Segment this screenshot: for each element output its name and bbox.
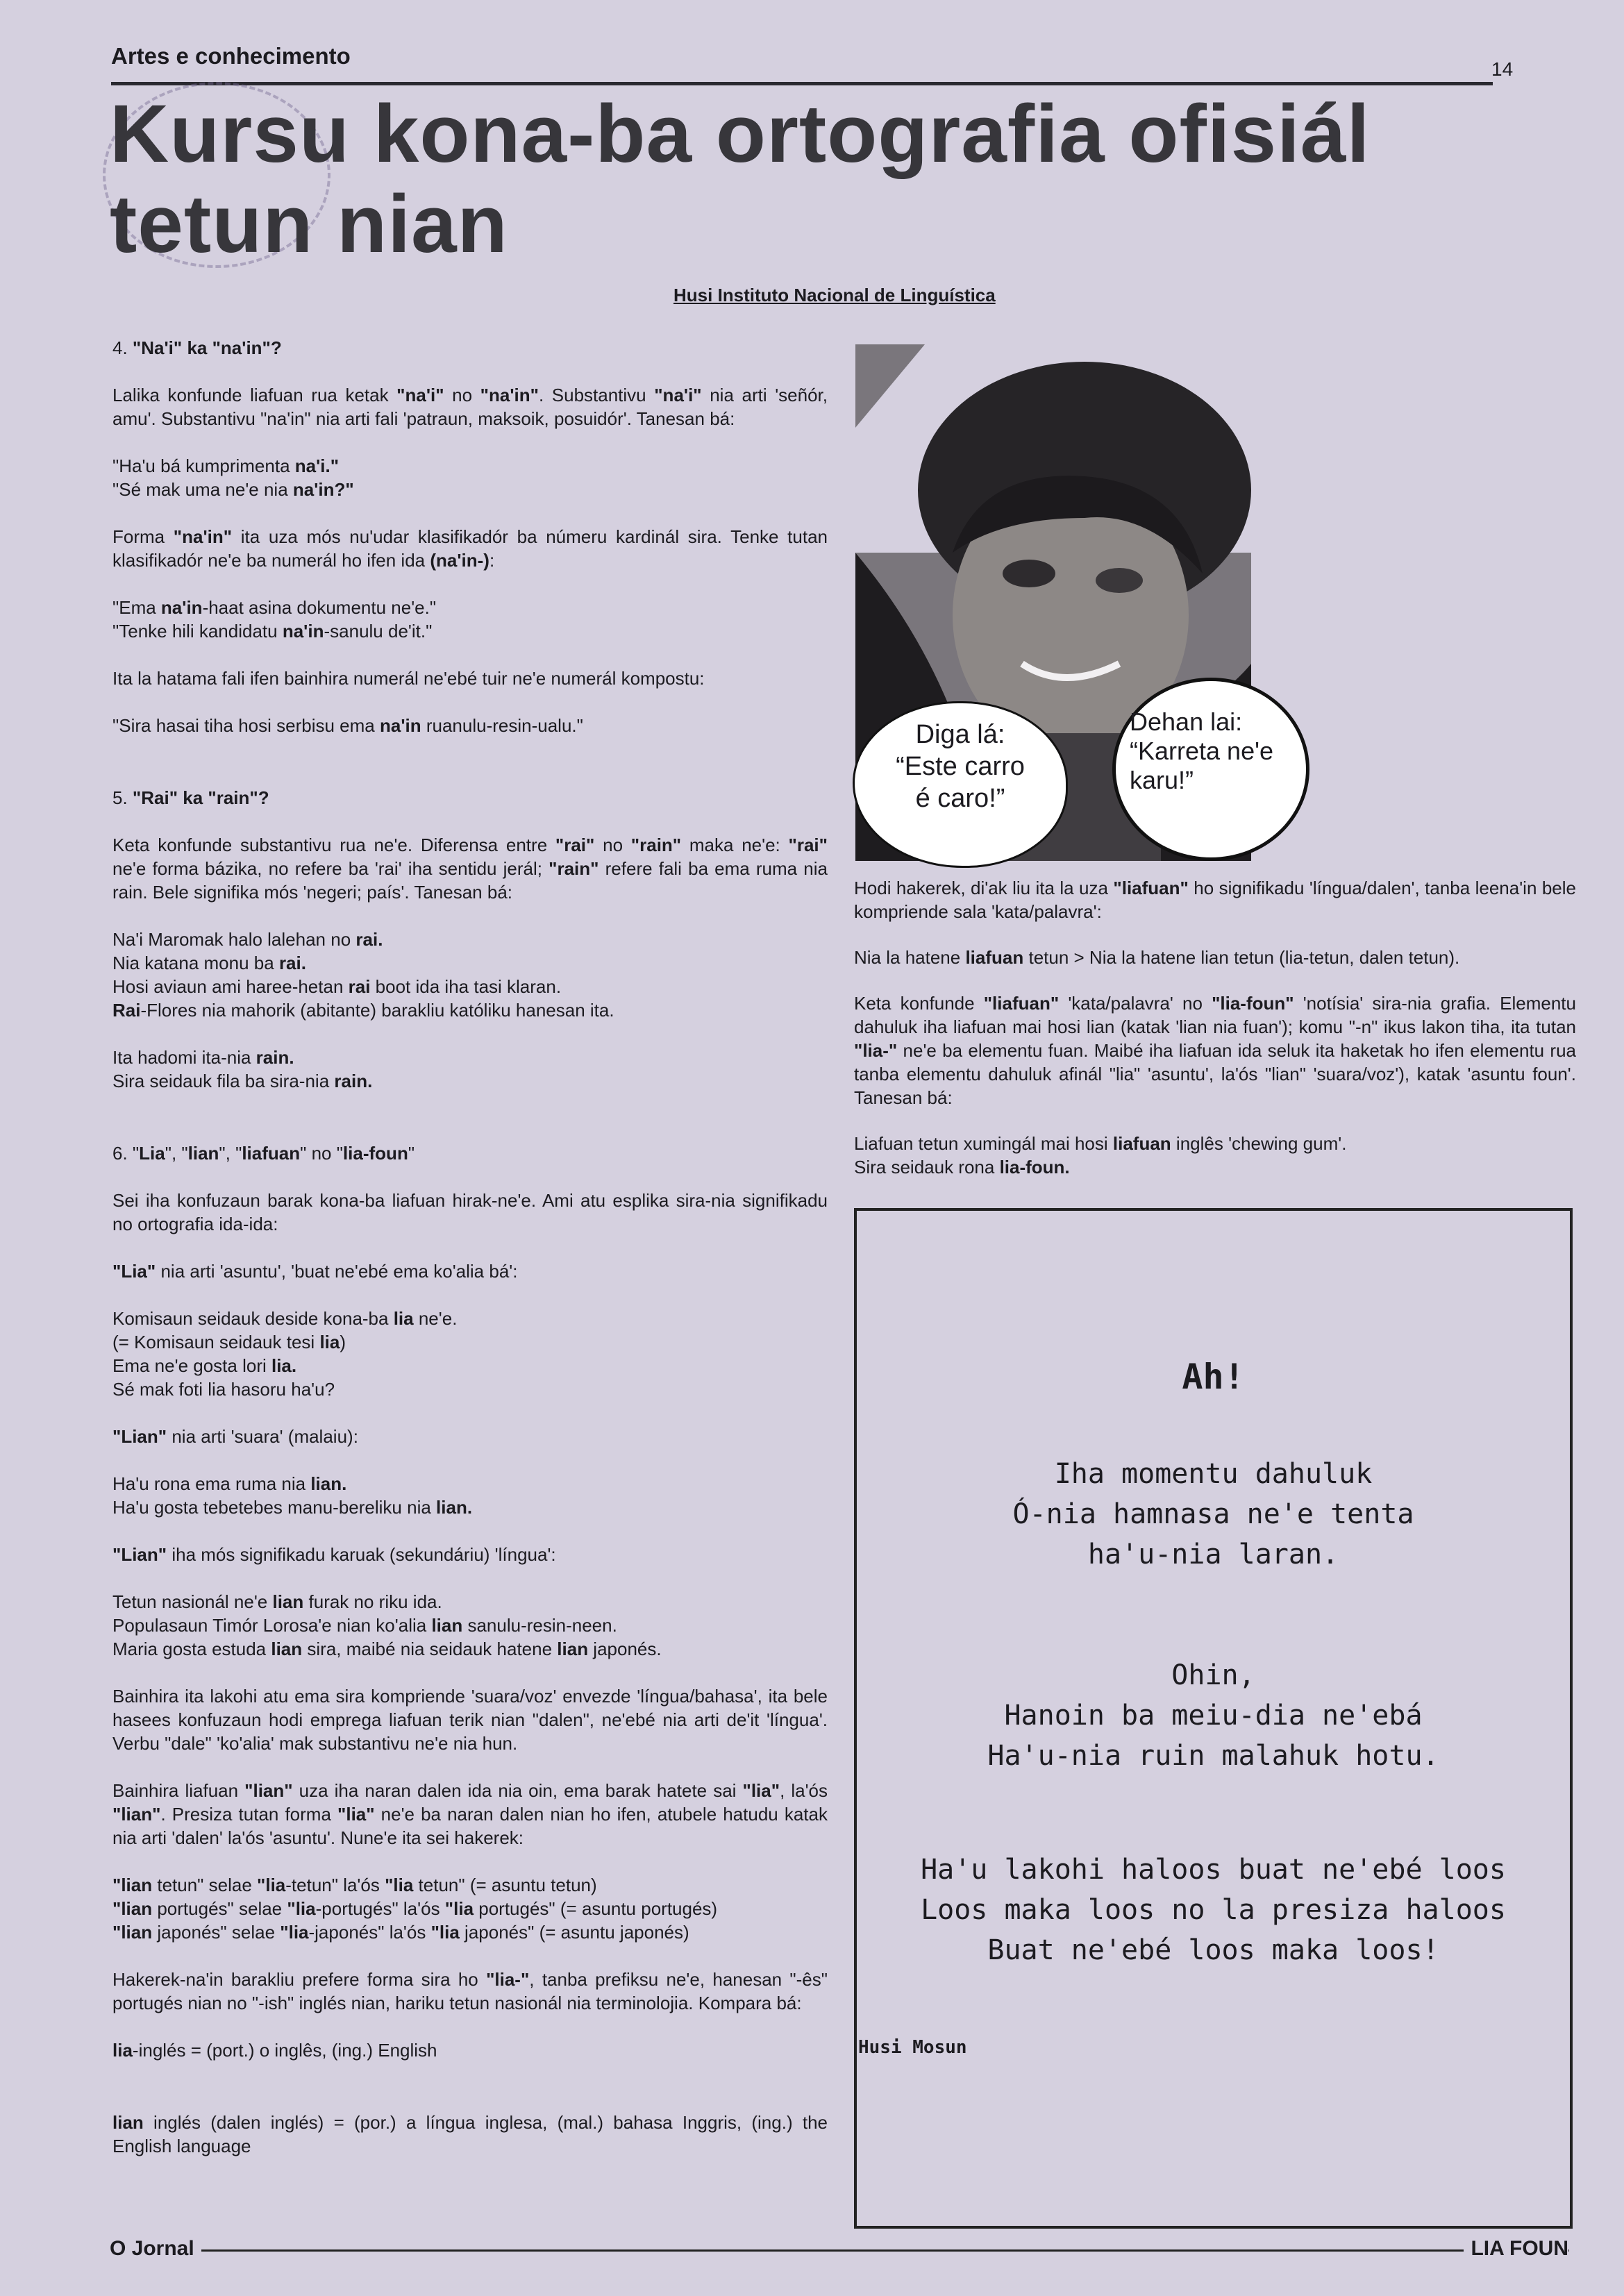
left-paragraph: "Lian" iha mós signifikadu karuak (sekundáriu) 'língua':: [112, 1544, 556, 1565]
left-paragraph: 5. "Rai" ka "rain"?: [112, 787, 269, 808]
left-paragraph: Keta konfunde substantivu rua ne'e. Diferensa entre "rai" no "rain" maka ne'e: "rai" ne'e forma bázika, no refere ba 'rai' iha sentidu jerál; "rain" refere fali ba ema ruma nia rain. Bele signifika mós 'negeri; país'. Tanesan bá:: [112, 835, 828, 903]
header-rule: [111, 82, 1493, 85]
left-paragraph: Tetun nasionál ne'e lian furak no riku ida. Populasaun Timór Lorosa'e nian ko'alia lian sanulu-resin-neen. Maria gosta estuda lian sira, maibé nia seidauk hatene lian japonés.: [112, 1591, 662, 1659]
poem-stanza-3: Ha'u lakohi haloos buat ne'ebé loos Loos maka loos no la presiza haloos Buat ne'ebé loos maka loos!: [921, 1854, 1506, 1966]
left-paragraph: 6. "Lia", "lian", "liafuan" no "lia-foun": [112, 1143, 415, 1164]
footer-rule: [111, 2249, 1569, 2252]
left-paragraph: Na'i Maromak halo lalehan no rai. Nia katana monu ba rai. Hosi aviaun ami haree-hetan rai boot ida iha tasi klaran. Rai-Flores nia mahorik (abitante) barakliu katóliku hanesan ita.: [112, 929, 614, 1021]
left-paragraph: lian inglés (dalen inglés) = (por.) a língua inglesa, (mal.) bahasa Inggris, (ing.) the English language: [112, 2112, 828, 2156]
thought-bubble: [1112, 678, 1309, 861]
left-paragraph: "Lian" nia arti 'suara' (malaiu):: [112, 1426, 358, 1447]
left-paragraph: Bainhira liafuan "lian" uza iha naran dalen ida nia oin, ema barak hatete sai "lia", la'ós "lian". Presiza tutan forma "lia" ne'e ba naran dalen nian ho ifen, atubele hatudu katak nia arti 'dalen' la'ós 'asuntu'. Nune'e ita sei hakerek:: [112, 1780, 828, 1848]
left-paragraph: Sei iha konfuzaun barak kona-ba liafuan hirak-ne'e. Ami atu esplika sira-nia signifikadu no ortografia ida-ida:: [112, 1190, 828, 1234]
page-number: 14: [1491, 58, 1514, 80]
left-paragraph: Ha'u rona ema ruma nia lian. Ha'u gosta tebetebes manu-bereliku nia lian.: [112, 1473, 473, 1518]
poem-box: [854, 1208, 1573, 2229]
left-paragraph: Ita la hatama fali ifen bainhira numerál ne'ebé tuir ne'e numerál kompostu:: [112, 668, 705, 689]
poem-stanza-2: Ohin, Hanoin ba meiu-dia ne'ebá Ha'u-nia ruin malahuk hotu.: [987, 1659, 1439, 1772]
left-paragraph: "Lia" nia arti 'asuntu', 'buat ne'ebé ema ko'alia bá':: [112, 1261, 518, 1282]
left-paragraph: "Ema na'in-haat asina dokumentu ne'e." "Tenke hili kandidatu na'in-sanulu de'it.": [112, 597, 437, 642]
left-paragraph: 4. "Na'i" ka "na'in"?: [112, 337, 282, 358]
title-line-2: tetun nian: [110, 178, 508, 270]
speech-bubble: [853, 701, 1068, 868]
right-column: [854, 876, 1576, 1201]
left-paragraph: lia-inglés = (port.) o inglês, (ing.) English: [112, 2040, 437, 2061]
article-title: [110, 89, 1526, 269]
right-paragraph: Keta konfunde "liafuan" 'kata/palavra' no "lia-foun" 'notísia' sira-nia grafia. Elementu dahuluk iha liafuan mai hosi lian (katak 'lian nia fuan'); komu "-n" ikus lakon tiha, ita tutan "lia-" ne'e ba elementu fuan. Maibé iha liafuan ida seluk ita haketak ho ifen elementu rua tanba elementu dahuluk afinál "lia" 'asuntu', la'ós "lian" 'suara/voz'), katak 'asuntu foun'. Tanesan bá:: [854, 993, 1576, 1108]
speech-bubble-text: Diga lá: “Este carro é caro!”: [896, 720, 1025, 813]
left-paragraph: Lalika konfunde liafuan rua ketak "na'i" no "na'in". Substantivu "na'i" nia arti 'señór, amu'. Substantivu "na'in" nia arti fali 'patraun, maksoik, posuidór'. Tanesan bá:: [112, 385, 828, 429]
left-paragraph: Ita hadomi ita-nia rain. Sira seidauk fila ba sira-nia rain.: [112, 1047, 373, 1091]
poem-stanza-1: Iha momentu dahuluk Ó-nia hamnasa ne'e tenta ha'u-nia laran.: [1012, 1458, 1414, 1570]
left-paragraph: Komisaun seidauk deside kona-ba lia ne'e. (= Komisaun seidauk tesi lia) Ema ne'e gosta lori lia. Sé mak foti lia hasoru ha'u?: [112, 1308, 458, 1400]
poem-title: Ah!: [1182, 1357, 1245, 1397]
title-line-1: Kursu kona-ba ortografia ofisiál: [110, 88, 1371, 180]
thought-bubble-text: Dehan lai: “Karreta ne'e karu!”: [1130, 707, 1273, 794]
right-paragraph: Liafuan tetun xumingál mai hosi liafuan inglês 'chewing gum'. Sira seidauk rona lia-foun.: [854, 1133, 1347, 1178]
left-paragraph: "lian tetun" selae "lia-tetun" la'ós "lia tetun" (= asuntu tetun) "lian portugés" selae "lia-portugés" la'ós "lia portugés" (= asuntu portugés) "lian japonés" selae "lia-japonés" la'ós "lia japonés" (= asuntu japonés): [112, 1875, 718, 1943]
section-label: Artes e conhecimento: [111, 43, 351, 69]
left-paragraph: Hakerek-na'in barakliu prefere forma sira ho "lia-", tanba prefiksu ne'e, hanesan "-ês" portugés nian no "-ish" inglés nian, hariku tetun nasionál nia terminolojia. Kompara bá:: [112, 1969, 828, 2013]
footer-section: LIA FOUN: [1464, 2237, 1568, 2261]
right-paragraph: Nia la hatene liafuan tetun > Nia la hatene lian tetun (lia-tetun, dalen tetun).: [854, 947, 1460, 968]
left-column: [112, 336, 828, 2181]
left-paragraph: Bainhira ita lakohi atu ema sira kompriende 'suara/voz' envezde 'língua/bahasa', ita bele hasees konfuzaun hodi emprega liafuan terik nian "dalen", ne'ebé nia arti de'it 'língua'. Verbu "dale" 'ko'alia' mak substantivu ne'e nia hun.: [112, 1686, 828, 1754]
byline: Husi Instituto Nacional de Linguística: [673, 285, 996, 305]
footer-publication: O Jornal: [110, 2237, 201, 2261]
right-paragraph: Hodi hakerek, di'ak liu ita la uza "liafuan" ho signifikadu 'língua/dalen', tanba leena'in bele kompriende sala 'kata/palavra':: [854, 878, 1576, 922]
left-paragraph: Forma "na'in" ita uza mós nu'udar klasifikadór ba númeru kardinál sira. Tenke tutan klasifikadór ne'e ba numerál ho ifen ida (na'in-):: [112, 526, 828, 571]
left-paragraph: "Sira hasai tiha hosi serbisu ema na'in ruanulu-resin-ualu.": [112, 715, 583, 736]
poem-author: Husi Mosun: [858, 2037, 967, 2058]
left-paragraph: "Ha'u bá kumprimenta na'i." "Sé mak uma ne'e nia na'in?": [112, 455, 354, 500]
